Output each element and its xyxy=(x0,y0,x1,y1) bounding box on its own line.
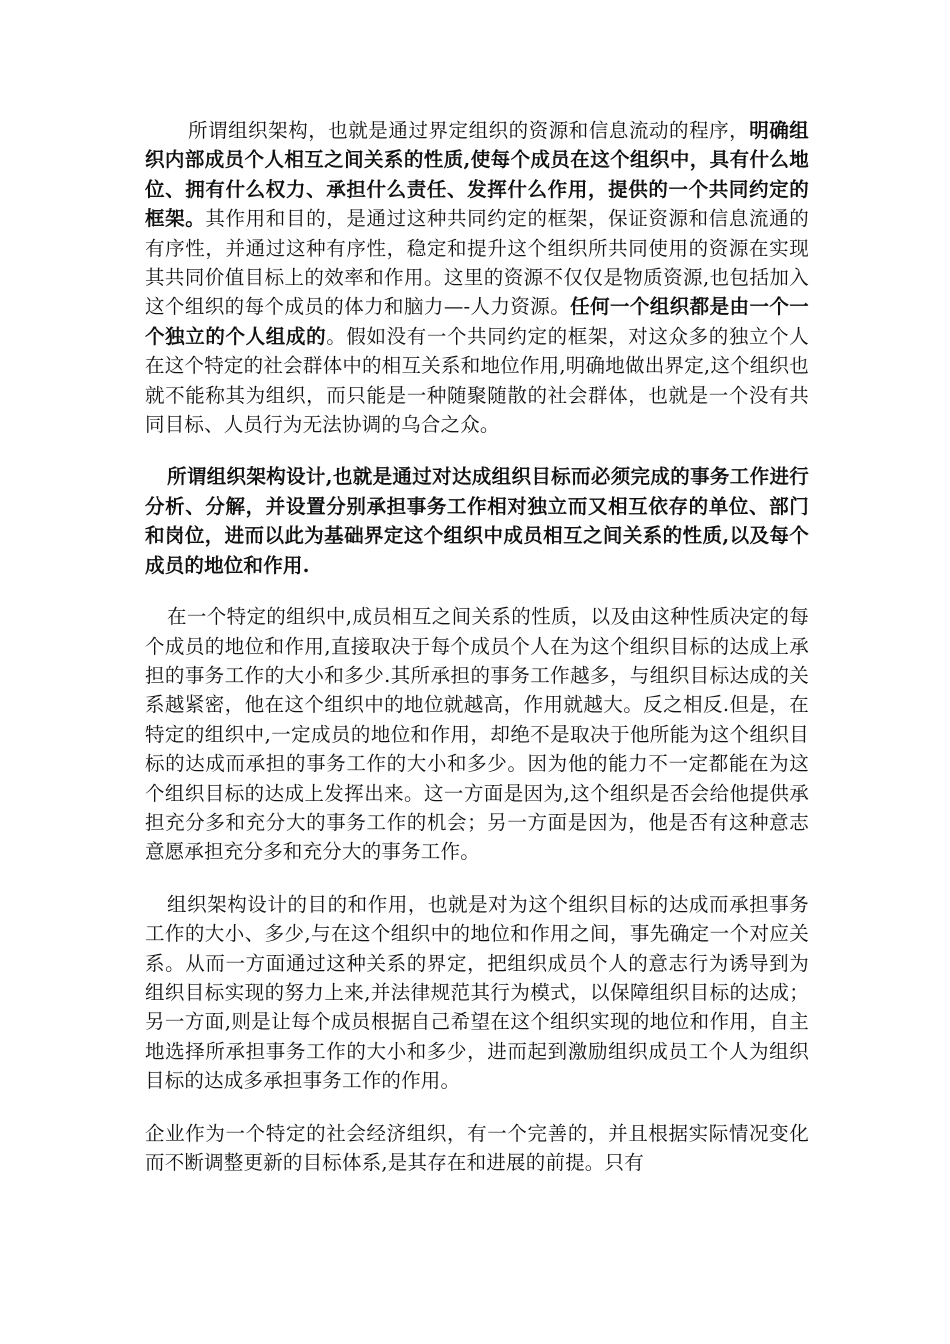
paragraph-2: 所谓组织架构设计,也就是通过对达成组织目标而必须完成的事务工作进行分析、分解，并设置分别承担事务工作相对独立而又相互依存的单位、部门和岗位，进而以此为基础界定这个组织中成员相互之间关系的性质,以及每个成员的地位和作用. xyxy=(145,465,809,577)
paragraph-1-bold-statement: 任何一个组织都是由一个一个独立的个人组成的 xyxy=(145,295,809,348)
paragraph-1-conclusion: 。假如没有一个共同约定的框架，对这众多的独立个人在这个特定的社会群体中的相互关系和地位作用,明确地做出界定,这个组织也就不能称其为组织，而只能是一种随聚随散的社会群体，也就是一个没有共同目标、人员行为无法协调的乌合之众。 xyxy=(145,324,809,437)
paragraph-4: 组织架构设计的目的和作用，也就是对为这个组织目标的达成而承担事务工作的大小、多少,与在这个组织中的地位和作用之间，事先确定一个对应关系。从而一方面通过这种关系的界定，把组织成员个人的意志行为诱导到为组织目标实现的努力上来,并法律规范其行为模式，以保障组织目标的达成；另一方面,则是让每个成员根据自己希望在这个组织实现的地位和作用，自主地选择所承担事务工作的大小和多少，进而起到激励组织成员工个人为组织目标的达成多承担事务工作的作用。 xyxy=(145,892,809,1093)
paragraph-3: 在一个特定的组织中,成员相互之间关系的性质，以及由这种性质决定的每个成员的地位和作用,直接取决于每个成员个人在为这个组织目标的达成上承担的事务工作的大小和多少.其所承担的事务工作越多，与组织目标达成的关系越紧密，他在这个组织中的地位就越高，作用就越大。反之相反.但是，在特定的组织中,一定成员的地位和作用，却绝不是取决于他所能为这个组织目标的达成而承担的事务工作的大小和多少。因为他的能力不一定都能在为这个组织目标的达成上发挥出来。这一方面是因为,这个组织是否会给他提供承担充分多和充分大的事务工作的机会；另一方面是因为，他是否有这种意志意愿承担充分多和充分大的事务工作。 xyxy=(145,605,809,864)
paragraph-1 xyxy=(145,116,809,439)
paragraph-1-bold-definition: 明确组织内部成员个人相互之间关系的性质,使每个成员在这个组织中，具有什么地位、拥有什么权力、承担什么责任、发挥什么作用，提供的一个共同约定的框架。 xyxy=(145,119,809,231)
paragraph-1-purpose: 其作用和目的，是通过这种共同约定的框架，保证资源和信息流通的有序性，并通过这种有序性，稳定和提升这个组织所共同使用的资源在实现其共同价值目标上的效率和作用。这里的资源不仅仅是物质资源,也包括加入这个组织的每个成员的体力和脑力—-人力资源。 xyxy=(145,207,809,319)
paragraph-1-intro: 所谓组织架构，也就是通过界定组织的资源和信息流动的程序， xyxy=(188,119,750,142)
document-page xyxy=(145,116,809,1177)
paragraph-5: 企业作为一个特定的社会经济组织，有一个完善的，并且根据实际情况变化而不断调整更新的目标体系,是其存在和进展的前提。只有 xyxy=(145,1121,809,1174)
